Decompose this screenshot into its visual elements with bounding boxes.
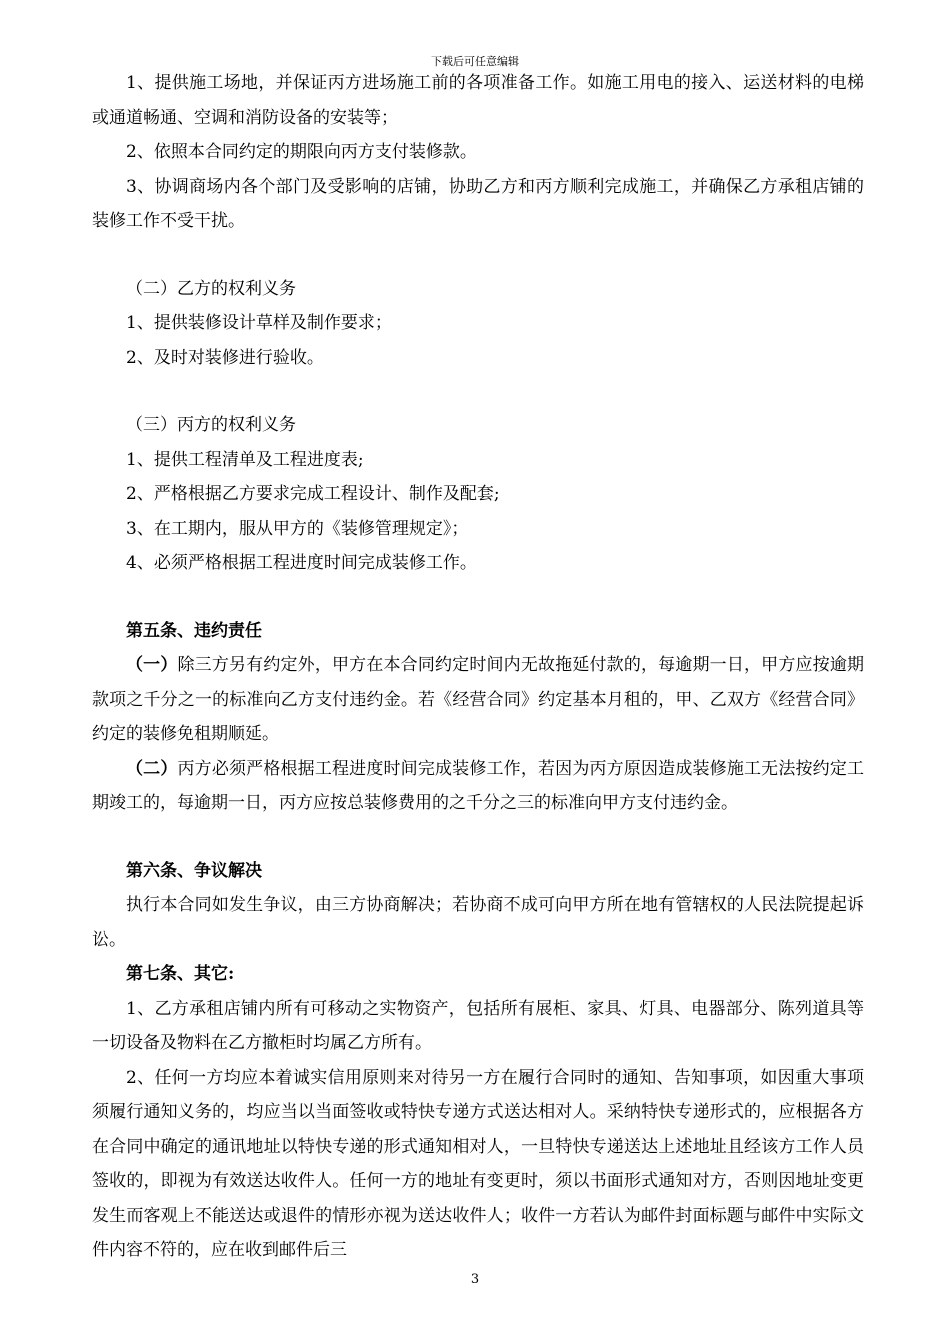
section-title: 第六条、争议解决 <box>126 860 262 881</box>
page-header: 下载后可任意编辑 <box>431 55 519 68</box>
spacer <box>92 375 864 408</box>
clause-number: （二） <box>126 758 178 779</box>
sub-heading: （二）乙方的权利义务 <box>126 278 296 299</box>
paragraph: 2、任何一方均应本着诚实信用原则来对待另一方在履行合同时的通知、告知事项，如因重大事项须履行通知义务的，均应当以当面签收或特快专递方式送达相对人。采纳特快专递形式的，应根据各方在合同中确定的通讯地址以特快专递的形式通知相对人，一旦特快专递送达上述地址且经该方工作人员签收的，即视为有效送达收件人。任何一方的地址有变更时，须以书面形式通知对方，否则因地址变更发生而客观上不能送达或退件的情形亦视为送达收件人；收件一方若认为邮件封面标题与邮件中实际文件内容不符的，应在收到邮件后三 <box>92 1067 864 1260</box>
section-title: 第五条、违约责任 <box>126 620 262 641</box>
paragraph: 1、提供施工场地，并保证丙方进场施工前的各项准备工作。如施工用电的接入、运送材料的电梯或通道畅通、空调和消防设备的安装等； <box>92 73 864 128</box>
paragraph: 4、必须严格根据工程进度时间完成装修工作。 <box>126 553 477 573</box>
clause-text: 除三方另有约定外，甲方在本合同约定时间内无故拖延付款的，每逾期一日，甲方应按逾期款项之千分之一的标准向乙方支付违约金。若《经营合同》约定基本月租的，甲、乙双方《经营合同》约定的装修免租期顺延。 <box>92 655 864 744</box>
paragraph: 2、依照本合同约定的期限向丙方支付装修款。 <box>126 142 477 162</box>
clause-text: 丙方必须严格根据工程进度时间完成装修工作，若因为丙方原因造成装修施工无法按约定工期竣工的，每逾期一日，丙方应按总装修费用的之千分之三的标准向甲方支付违约金。 <box>92 758 864 813</box>
paragraph: 1、提供装修设计草样及制作要求； <box>126 313 392 333</box>
document-body <box>92 66 864 1268</box>
spacer <box>92 821 864 854</box>
paragraph: 3、协调商场内各个部门及受影响的店铺，协助乙方和丙方顺利完成施工，并确保乙方承租店铺的装修工作不受干扰。 <box>92 176 864 231</box>
clause-number: （一） <box>126 655 178 675</box>
spacer <box>92 581 864 614</box>
page-number: 3 <box>470 1272 480 1287</box>
spacer <box>92 239 864 272</box>
paragraph: 1、提供工程清单及工程进度表; <box>126 449 364 470</box>
paragraph: 1、乙方承租店铺内所有可移动之实物资产，包括所有展柜、家具、灯具、电器部分、陈列道具等一切设备及物料在乙方撤柜时均属乙方所有。 <box>92 998 864 1053</box>
paragraph <box>92 752 864 821</box>
section-title: 第七条、其它: <box>126 964 235 984</box>
paragraph <box>92 648 864 752</box>
sub-heading: （三）丙方的权利义务 <box>126 415 296 435</box>
paragraph: 2、及时对装修进行验收。 <box>126 347 324 368</box>
paragraph: 执行本合同如发生争议，由三方协商解决；若协商不成可向甲方所在地有管辖权的人民法院提起诉讼。 <box>92 895 864 950</box>
paragraph: 2、严格根据乙方要求完成工程设计、制作及配套; <box>126 484 500 504</box>
paragraph: 3、在工期内，服从甲方的《装修管理规定》； <box>126 518 469 539</box>
